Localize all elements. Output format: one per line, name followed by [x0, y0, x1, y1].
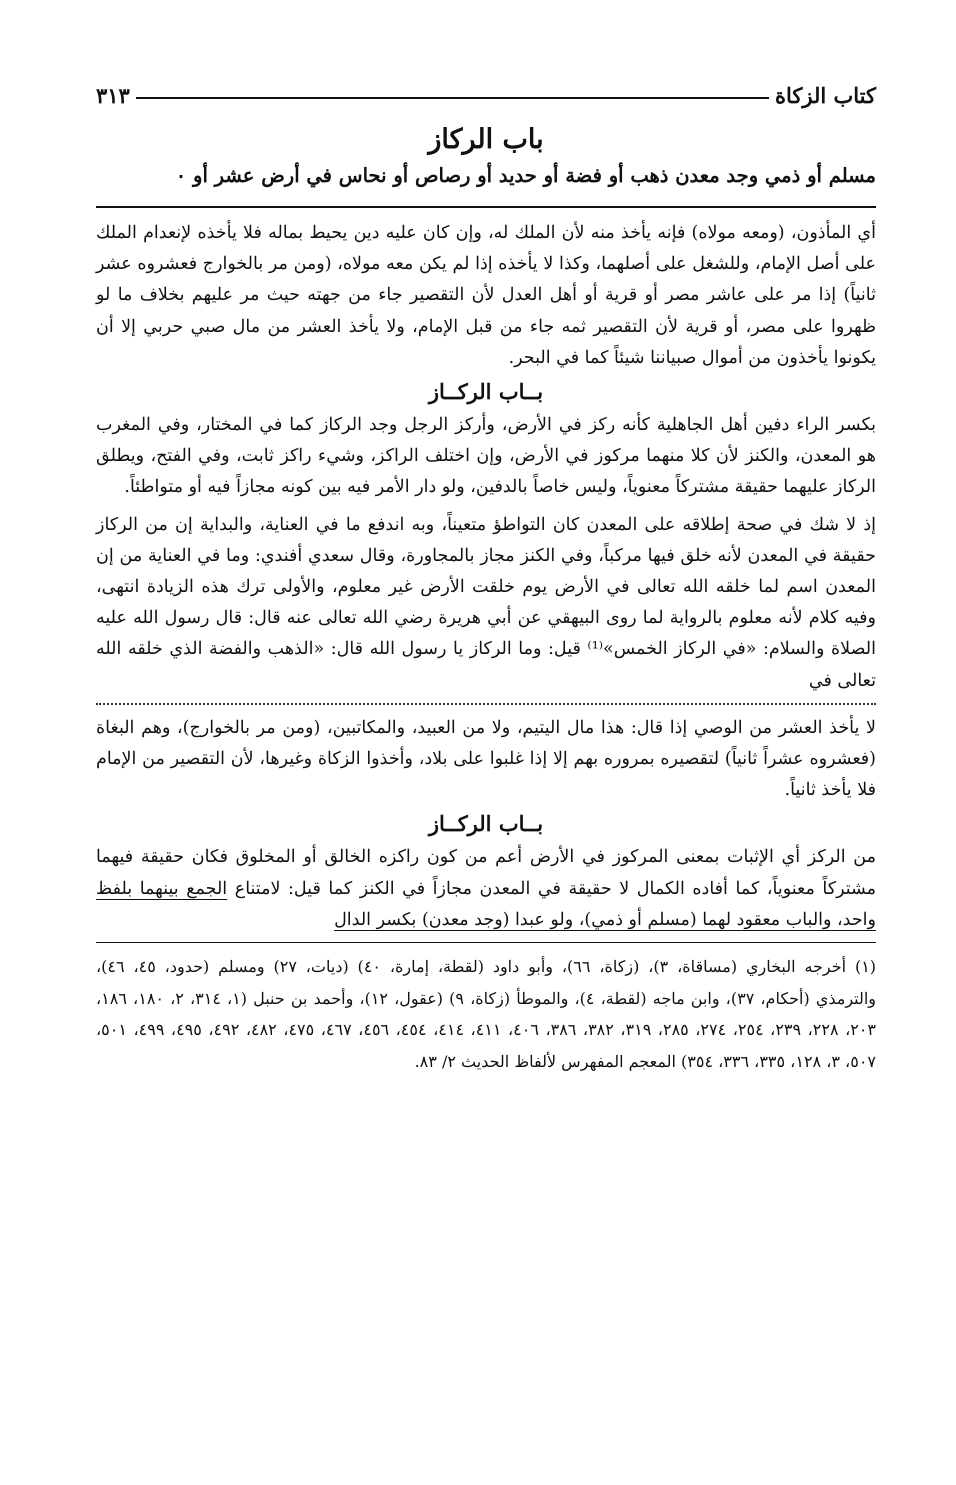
- header-page-number: ٣١٣: [96, 83, 130, 108]
- commentary-2-intro: لا يأخذ العشر من الوصي إذا قال: هذا مال اليتيم، ولا من العبيد، والمكاتبين، (ومن مر بالخوارج)، وهم البغاة (فعشروه عشراً ثانياً) لتقصيره بمروره بهم إلا إذا غلبوا على بلاد، وأخذوا الزكاة وغيرها، لأن التقصير من الإمام فلا يأخذ ثانياً.: [96, 717, 876, 801]
- chapter-title: باب الركاز: [428, 124, 544, 155]
- commentary-1-heading: بــاب الركــاز: [428, 379, 544, 405]
- running-header: [96, 78, 876, 108]
- footnote-1: (١) أخرجه البخاري (مساقاة، ٣)، (زكاة، ٦٦)، وأبو داود (لقطة، إمارة، ٤٠) (ديات، ٢٧) ومسلم (حدود، ٤٥، ٤٦)، والترمذي (أحكام، ٣٧)، وابن ماجه (لقطة، ٤)، والموطأ (زكاة، ٩) (عقول، ١٢)، وأحمد بن حنبل (١، ٣١٤، ٢، ١٨٠، ١٨٦، ٢٠٣، ٢٢٨، ٢٣٩، ٢٥٤، ٢٧٤، ٢٨٥، ٣١٩، ٣٨٢، ٣٨٦، ٤٠٦، ٤١١، ٤١٤، ٤٥٤، ٤٥٦، ٤٦٧، ٤٧٥، ٤٨٢، ٤٩٢، ٤٩٥، ٤٩٩، ٥٠١، ٥٠٧، ٣، ١٢٨، ٣٣٥، ٣٣٦، ٣٥٤) المعجم المفهرس لألفاظ الحديث ٢/ ٨٣.: [96, 957, 877, 1071]
- commentary-1-paragraph: بكسر الراء دفين أهل الجاهلية كأنه ركز في الأرض، وأركز الرجل وجد الركاز كما في المختار، وفي المغرب هو المعدن، والكنز لأن كلا منهما مركوز في الأرض، وإن اختلف الراكز، وشيء راكز ثابت، وفي الفتح، ويطلق الركاز عليهما حقيقة مشتركاً معنوياً، وليس خاصاً بالدفين، ولو دار الأمر فيه بين كونه مجازاً فيه أو متواطئاً.: [96, 415, 876, 498]
- header-book-title: كتاب الزكاة: [774, 83, 876, 108]
- commentary-1-intro: أي المأذون، (ومعه مولاه) فإنه يأخذ منه لأن الملك له، وإن كان عليه دين يحيط بماله فلا يأخذه لإنعدام الملك على أصل الإمام، وللشغل على أصلهما، وكذا لا يأخذه إذا لم يكن معه مولاه، (ومن مر بالخوارج فعشروه عشر ثانياً) إذا مر على عاشر مصر أو قرية أو أهل العدل لأن التقصير جاء من جهته حيث مر عليهم بخلاف ما لو ظهروا على مصر، أو قرية لأن التقصير ثمه جاء من قبل الإمام، ولا يأخذ العشر من مال صبي حربي إلا أن يكونوا يأخذون من أموال صبياننا شيئاً كما في البحر.: [96, 223, 876, 368]
- commentary-2-text: من الركز أي الإثبات بمعنى المركوز في الأرض أعم من كون راكزه الخالق أو المخلوق فكان حقيقة فيهما مشتركاً معنوياً، كما أفاده الكمال لا حقيقة في المعدن مجازاً في الكنز كما قيل: لامتناع: [96, 847, 877, 899]
- commentary-1-paragraph: إذ لا شك في صحة إطلاقه على المعدن كان التواطؤ متعيناً، وبه اندفع ما في العناية، والبداية إن من الركاز حقيقة في المعدن لأنه خلق فيها مركباً، وفي الكنز مجاز بالمجاورة، وقال سعدي أفندي: وما في العناية من إن المعدن اسم لما خلقه الله تعالى في الأرض يوم خلقت الأرض غير معلوم، والأولى ترك هذه الزيادة انتهى، وفيه كلام لأنه معلوم بالرواية لما روى البيهقي عن أبي هريرة رضي الله تعالى عنه قال: قال رسول الله عليه الصلاة والسلام: «في الركاز الخمس»⁽¹⁾ قيل: وما الركاز يا رسول الله قال: «الذهب والفضة الذي خلقه الله تعالى في: [96, 514, 876, 691]
- commentary-1: [96, 218, 876, 697]
- footnote-divider: [96, 942, 876, 943]
- commentary-2-underlined-text: الجمع بينهما بلفظ واحد، والباب معقود لهما (مسلم أو ذمي)، ولو عبدا (وجد معدن) بكسر الدال: [96, 878, 876, 930]
- matn-text: مسلم أو ذمي وجد معدن ذهب أو فضة أو حديد أو رصاص أو نحاس في أرض عشر أو ٠: [175, 164, 876, 187]
- commentary-2-heading: بــاب الركــاز: [428, 811, 544, 837]
- commentary-divider: [96, 703, 876, 705]
- page: [96, 78, 876, 1077]
- header-rule: [136, 97, 769, 99]
- footnotes: [96, 951, 876, 1077]
- commentary-2: [96, 713, 876, 936]
- matn-divider: [96, 206, 876, 208]
- commentary-2-paragraph: [96, 842, 876, 936]
